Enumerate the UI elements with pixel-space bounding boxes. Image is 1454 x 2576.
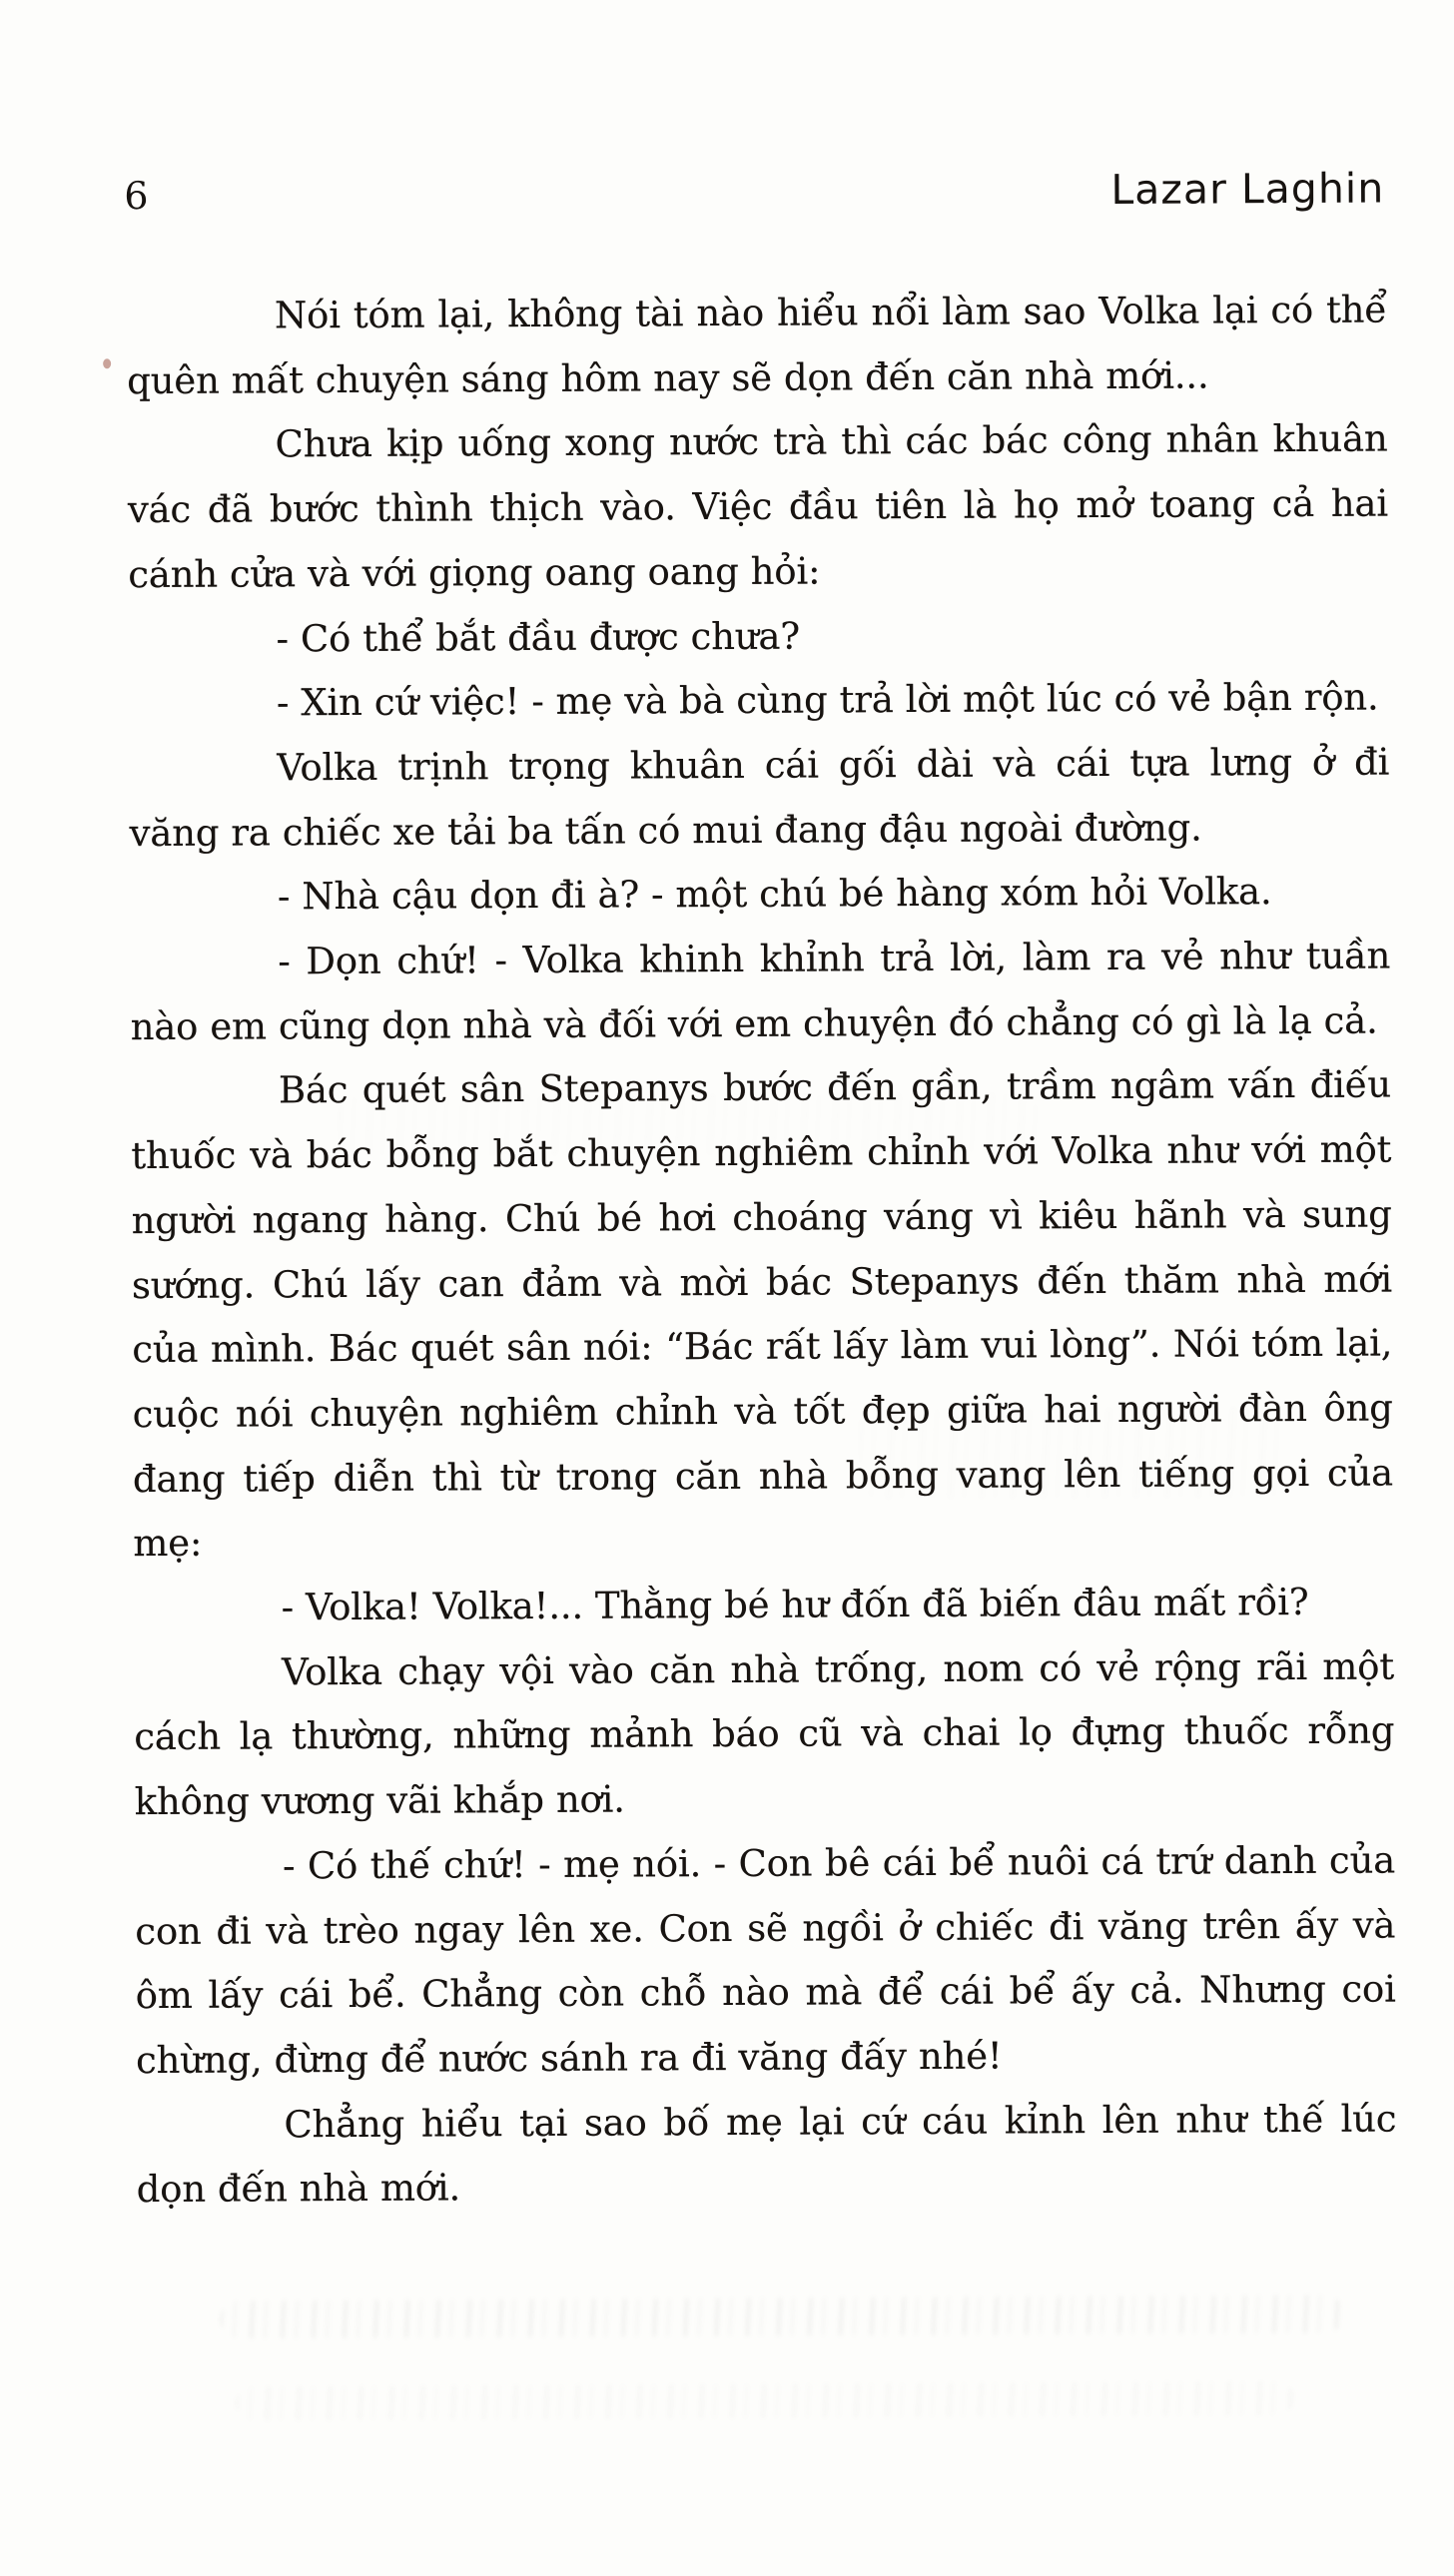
bleedthrough-smudge [860, 1407, 1289, 1499]
paragraph: Volka chạy vội vào căn nhà trống, nom có vẻ rộng rãi một cách lạ thường, những mảnh báo cũ và chai lọ đựng thuốc rỗng không vương vãi khắp nơi. [134, 1644, 1395, 1824]
paragraph: - Nhà cậu dọn đi à? - một chú bé hàng xóm hỏi Volka. [277, 870, 1272, 919]
bleedthrough-smudge [236, 2381, 1294, 2421]
page-header [124, 165, 1384, 220]
paragraph: Bác quét sân Stepanys bước đến gần, trầm ngâm vấn điếu thuốc và bác bỗng bắt chuyện nghiêm chỉnh với Volka như với một người ngang hàng. Chú bé hơi choáng váng vì kiêu hãnh và sung sướng. Chú lấy can đảm và mời bác Stepanys đến thăm nhà mới của mình. Bác quét sân nói: “Bác rất lấy làm vui lòng”. Nói tóm lại, cuộc nói chuyện nghiêm chỉnh và tốt đẹp giữa hai người đàn ông đang tiếp diễn thì từ trong căn nhà bỗng vang lên tiếng gọi của mẹ: [131, 1062, 1394, 1566]
paragraph: Nói tóm lại, không tài nào hiểu nổi làm sao Volka lại có thể quên mất chuyện sáng hôm nay sẽ dọn đến căn nhà mới... [127, 288, 1387, 402]
paragraph: - Có thế chứ! - mẹ nói. - Con bê cái bể nuôi cá trứ danh của con đi và trèo ngay lên xe. Con sẽ ngồi ở chiếc đi văng trên ấy và ôm lấy cái bể. Chẳng còn chỗ nào mà để cái bể ấy cả. Nhưng coi chừng, đừng để nước sánh ra đi văng đấy nhé! [135, 1838, 1396, 2083]
paragraph: - Volka! Volka!... Thằng bé hư đốn đã biến đâu mất rồi? [281, 1581, 1309, 1629]
bleedthrough-smudge [339, 1092, 1038, 1156]
bleedthrough-smudge [220, 2295, 1343, 2339]
paragraph: Chưa kịp uống xong nước trà thì các bác công nhân khuân vác đã bước thình thịch vào. Việc đầu tiên là họ mở toang cả hai cánh cửa và với giọng oang oang hỏi: [127, 416, 1389, 596]
paragraph: - Dọn chứ! - Volka khinh khỉnh trả lời, làm ra vẻ như tuần nào em cũng dọn nhà và đối với em chuyện đó chẳng có gì là lạ cả. [130, 934, 1391, 1048]
paragraph: - Có thể bắt đầu được chưa? [276, 614, 801, 660]
page-number: 6 [124, 174, 149, 219]
ink-fleck [103, 358, 111, 368]
paragraph: Chẳng hiểu tại sao bố mẹ lại cứ cáu kỉnh lên như thế lúc dọn đến nhà mới. [136, 2097, 1397, 2212]
body-text [127, 279, 1397, 2224]
running-head-author: Lazar Laghin [1110, 164, 1385, 214]
paragraph: - Xin cứ việc! - mẹ và bà cùng trả lời một lúc có vẻ bận rộn. [276, 675, 1379, 725]
paragraph: Volka trịnh trọng khuân cái gối dài và cái tựa lưng ở đi văng ra chiếc xe tải ba tấn có mui đang đậu ngoài đường. [129, 740, 1390, 855]
